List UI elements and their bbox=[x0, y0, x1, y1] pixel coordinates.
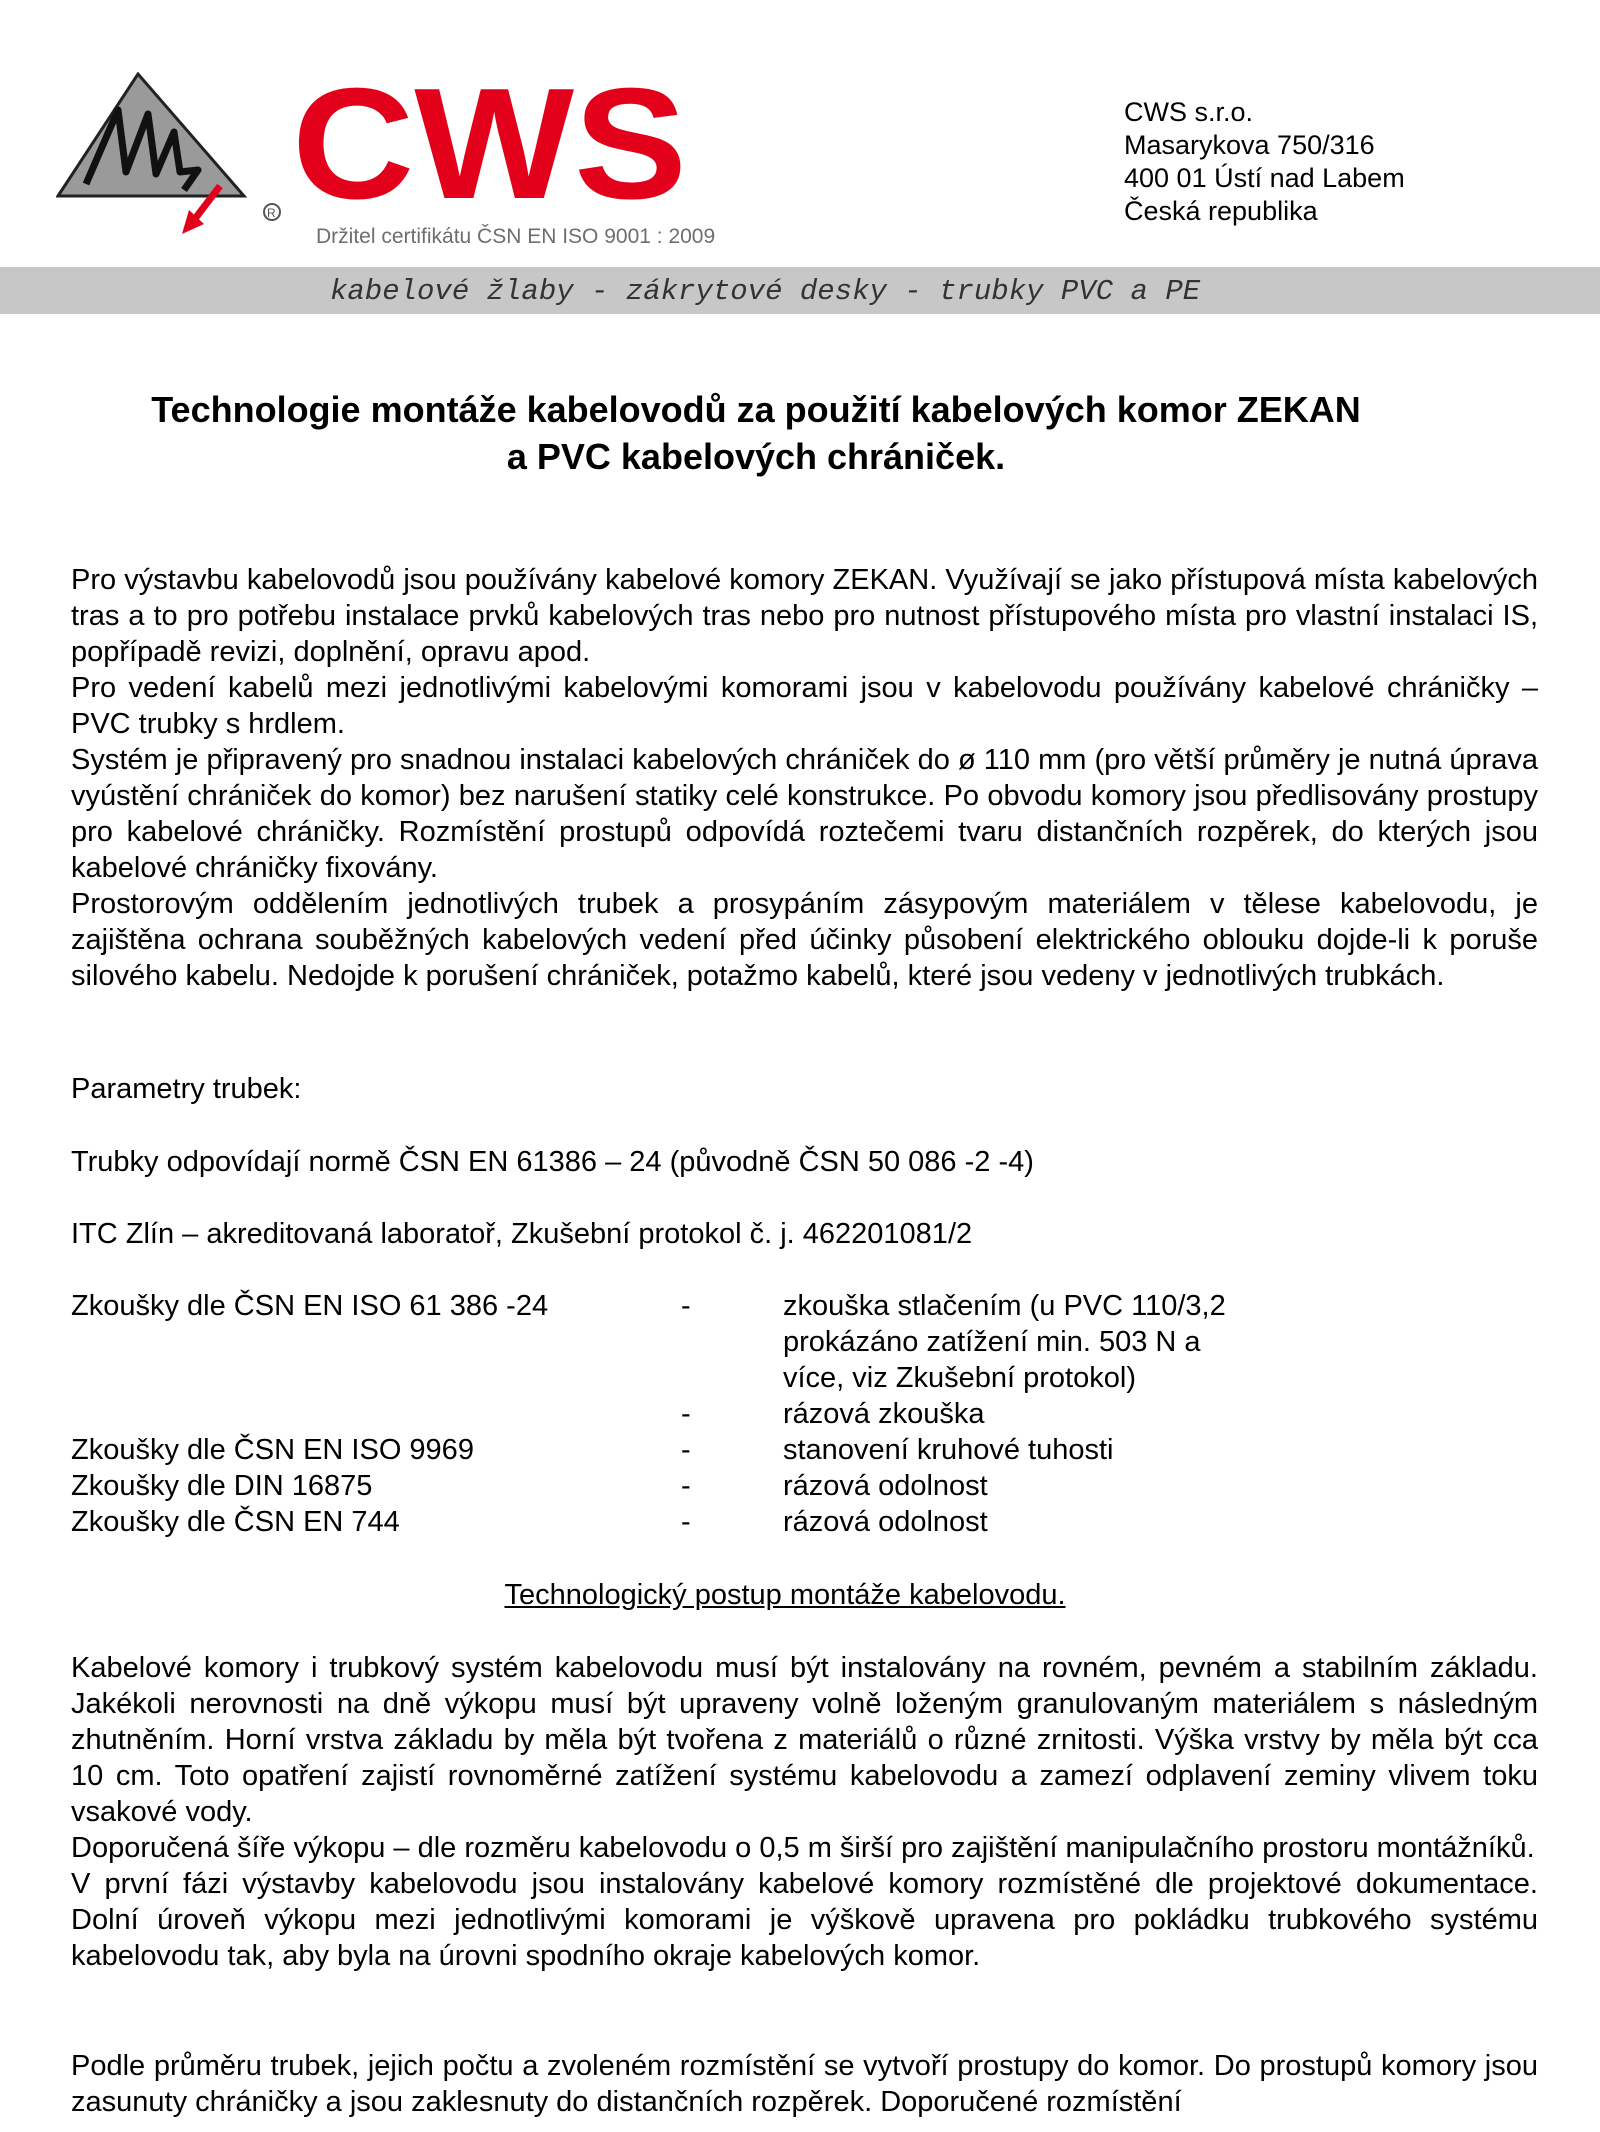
test-dash: - bbox=[681, 1398, 691, 1430]
test-description: více, viz Zkušební protokol) bbox=[783, 1362, 1136, 1394]
test-description: rázová zkouška bbox=[783, 1398, 985, 1430]
paragraph: Systém je připravený pro snadnou instalaci kabelových chrániček do ø 110 mm (pro větší průměry je nutná úprava vyústění chrániček do komor) bez narušení statiky celé konstrukce. Po obvodu komory jsou předlisovány prostupy pro kabelové chráničky. Rozmístění prostupů odpovídá roztečemi tvaru distančních rozpěrek, do kterých jsou kabelové chráničky fixovány. bbox=[71, 744, 1538, 884]
paragraph: Doporučená šíře výkopu – dle rozměru kabelovodu o 0,5 m širší pro zajištění manipulačního prostoru montážníků. bbox=[71, 1832, 1535, 1864]
paragraph: V první fázi výstavby kabelovodu jsou instalovány kabelové komory rozmístěné dle projektové dokumentace. Dolní úroveň výkopu mezi jednotlivými komorami je výškově upravena pro pokládku trubkového systému kabelovodu tak, aby byla na úrovni spodního okraje kabelových komor. bbox=[71, 1868, 1538, 1972]
address-line: 400 01 Ústí nad Labem bbox=[1124, 163, 1405, 193]
paragraph: Prostorovým oddělením jednotlivých trubek a prosypáním zásypovým materiálem v tělese kabelovodu, je zajištěna ochrana souběžných kabelových vedení před účinky působení elektrického oblouku dojde-li k poruše silového kabelu. Nedojde k porušení chrániček, potažmo kabelů, které jsou vedeny v jednotlivých trubkách. bbox=[71, 888, 1538, 992]
brand-text: CWS bbox=[292, 70, 687, 220]
certificate-text: Držitel certifikátu ČSN EN ISO 9001 : 2009 bbox=[316, 225, 716, 248]
test-description: zkouška stlačením (u PVC 110/3,2 bbox=[783, 1290, 1226, 1322]
params-heading: Parametry trubek: bbox=[71, 1073, 302, 1105]
address-line: Masarykova 750/316 bbox=[1124, 130, 1375, 160]
lab-line: ITC Zlín – akreditovaná laboratoř, Zkušební protokol č. j. 462201081/2 bbox=[71, 1218, 973, 1250]
norm-line: Trubky odpovídají normě ČSN EN 61386 – 24 (původně ČSN 50 086 -2 -4) bbox=[71, 1146, 1034, 1178]
paragraph: Pro vedení kabelů mezi jednotlivými kabelovými komorami jsou v kabelovodu používány kabelové chráničky – PVC trubky s hrdlem. bbox=[71, 672, 1538, 740]
title-line: a PVC kabelových chrániček. bbox=[506, 436, 1006, 477]
procedure-heading: Technologický postup montáže kabelovodu. bbox=[504, 1579, 1066, 1611]
tagline: kabelové žlaby - zákrytové desky - trubky PVC a PE bbox=[330, 275, 1201, 308]
paragraph: Pro výstavbu kabelovodů jsou používány kabelové komory ZEKAN. Využívají se jako přístupová místa kabelových tras a to pro potřebu instalace prvků kabelových tras nebo pro nutnost přístupového místa pro vlastní instalaci IS, popřípadě revizi, doplnění, opravu apod. bbox=[71, 564, 1538, 668]
test-standard: Zkoušky dle ČSN EN ISO 9969 bbox=[71, 1434, 474, 1466]
paragraph: Kabelové komory i trubkový systém kabelovodu musí být instalovány na rovném, pevném a stabilním základu. Jakékoli nerovnosti na dně výkopu musí být upraveny volně loženým granulovaným materiálem s následným zhutněním. Horní vrstva základu by měla být tvořena z materiálů o různé zrnitosti. Výška vrstvy by měla být cca 10 cm. Toto opatření zajistí rovnoměrné zatížení systému kabelovodu a zamezí odplavení zeminy vlivem toku vsakové vody. bbox=[71, 1652, 1538, 1828]
document-title bbox=[40, 386, 1472, 480]
test-dash: - bbox=[681, 1506, 691, 1538]
address-line: CWS s.r.o. bbox=[1124, 97, 1254, 127]
brand-wordmark bbox=[292, 70, 692, 220]
test-standard: Zkoušky dle DIN 16875 bbox=[71, 1470, 373, 1502]
svg-text:R: R bbox=[267, 206, 276, 220]
test-dash: - bbox=[681, 1434, 691, 1466]
company-logo-icon bbox=[56, 72, 286, 237]
final-paragraph bbox=[71, 2048, 1538, 2120]
company-address bbox=[1124, 96, 1405, 228]
test-standard: Zkoušky dle ČSN EN 744 bbox=[71, 1506, 400, 1538]
test-dash: - bbox=[681, 1470, 691, 1502]
title-line: Technologie montáže kabelovodů za použití kabelových komor ZEKAN bbox=[151, 389, 1361, 430]
test-dash: - bbox=[681, 1290, 691, 1322]
test-description: rázová odolnost bbox=[783, 1506, 988, 1538]
test-standard: Zkoušky dle ČSN EN ISO 61 386 -24 bbox=[71, 1290, 549, 1322]
intro-section bbox=[71, 562, 1538, 994]
procedure-section bbox=[71, 1650, 1538, 1974]
test-description: stanovení kruhové tuhosti bbox=[783, 1434, 1114, 1466]
test-description: rázová odolnost bbox=[783, 1470, 988, 1502]
address-line: Česká republika bbox=[1124, 196, 1318, 226]
test-description: prokázáno zatížení min. 503 N a bbox=[783, 1326, 1201, 1358]
paragraph: Podle průměru trubek, jejich počtu a zvoleném rozmístění se vytvoří prostupy do komor. Do prostupů komory jsou zasunuty chráničky a jsou zaklesnuty do distančních rozpěrek. Doporučené rozmístění bbox=[71, 2050, 1538, 2118]
